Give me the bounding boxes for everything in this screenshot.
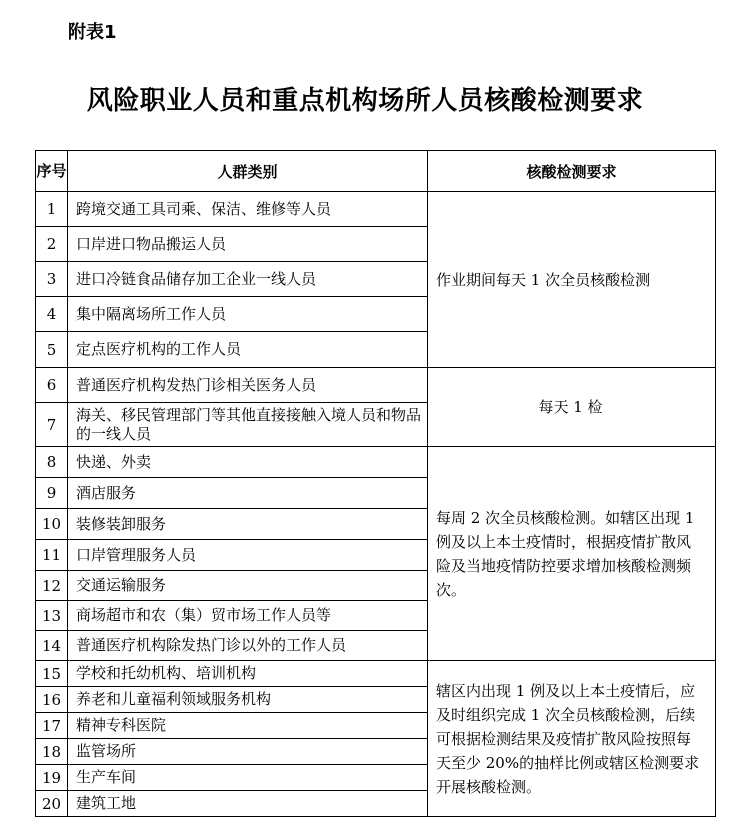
requirement-cell: 辖区内出现 1 例及以上本土疫情后，应及时组织完成 1 次全员核酸检测，后续可根据检测结果及疫情扩散风险按照每天至少 20%的抽样比例或辖区检测要求开展核酸检测。 [428, 661, 716, 817]
requirement-cell: 每天 1 检 [428, 368, 716, 447]
row-index: 16 [36, 687, 68, 713]
header-group: 人群类别 [68, 151, 428, 192]
row-index: 4 [36, 297, 68, 332]
row-group: 交通运输服务 [68, 571, 428, 601]
row-index: 3 [36, 262, 68, 297]
appendix-label: 附表1 [68, 22, 117, 43]
row-group: 建筑工地 [68, 791, 428, 817]
row-index: 9 [36, 478, 68, 509]
row-group: 快递、外卖 [68, 447, 428, 478]
row-index: 15 [36, 661, 68, 687]
table-row [36, 661, 716, 687]
table-row [36, 192, 716, 227]
row-group: 跨境交通工具司乘、保洁、维修等人员 [68, 192, 428, 227]
row-group: 集中隔离场所工作人员 [68, 297, 428, 332]
header-requirement: 核酸检测要求 [428, 151, 716, 192]
row-index: 6 [36, 368, 68, 403]
row-index: 14 [36, 631, 68, 661]
row-group: 酒店服务 [68, 478, 428, 509]
row-group: 进口冷链食品储存加工企业一线人员 [68, 262, 428, 297]
row-group: 养老和儿童福利领域服务机构 [68, 687, 428, 713]
requirements-table [35, 150, 716, 817]
row-index: 5 [36, 332, 68, 368]
row-group: 监管场所 [68, 739, 428, 765]
row-group: 精神专科医院 [68, 713, 428, 739]
row-group: 定点医疗机构的工作人员 [68, 332, 428, 368]
row-index: 18 [36, 739, 68, 765]
row-index: 17 [36, 713, 68, 739]
document-title: 风险职业人员和重点机构场所人员核酸检测要求 [86, 86, 644, 116]
row-group: 商场超市和农（集）贸市场工作人员等 [68, 601, 428, 631]
row-index: 1 [36, 192, 68, 227]
requirement-cell: 每周 2 次全员核酸检测。如辖区出现 1 例及以上本土疫情时，根据疫情扩散风险及当地疫情防控要求增加核酸检测频次。 [428, 447, 716, 661]
row-index: 12 [36, 571, 68, 601]
row-index: 11 [36, 540, 68, 571]
row-group: 生产车间 [68, 765, 428, 791]
row-group: 普通医疗机构发热门诊相关医务人员 [68, 368, 428, 403]
row-index: 19 [36, 765, 68, 791]
requirement-cell: 作业期间每天 1 次全员核酸检测 [428, 192, 716, 368]
row-group: 海关、移民管理部门等其他直接接触入境人员和物品的一线人员 [68, 403, 428, 447]
row-index: 10 [36, 509, 68, 540]
row-group: 普通医疗机构除发热门诊以外的工作人员 [68, 631, 428, 661]
row-group: 学校和托幼机构、培训机构 [68, 661, 428, 687]
table-row [36, 447, 716, 478]
row-index: 7 [36, 403, 68, 447]
row-index: 13 [36, 601, 68, 631]
table-row [36, 368, 716, 403]
table-header-row [36, 151, 716, 192]
row-group: 装修装卸服务 [68, 509, 428, 540]
row-index: 2 [36, 227, 68, 262]
row-index: 8 [36, 447, 68, 478]
row-group: 口岸管理服务人员 [68, 540, 428, 571]
header-index: 序号 [36, 151, 68, 192]
row-index: 20 [36, 791, 68, 817]
row-group: 口岸进口物品搬运人员 [68, 227, 428, 262]
